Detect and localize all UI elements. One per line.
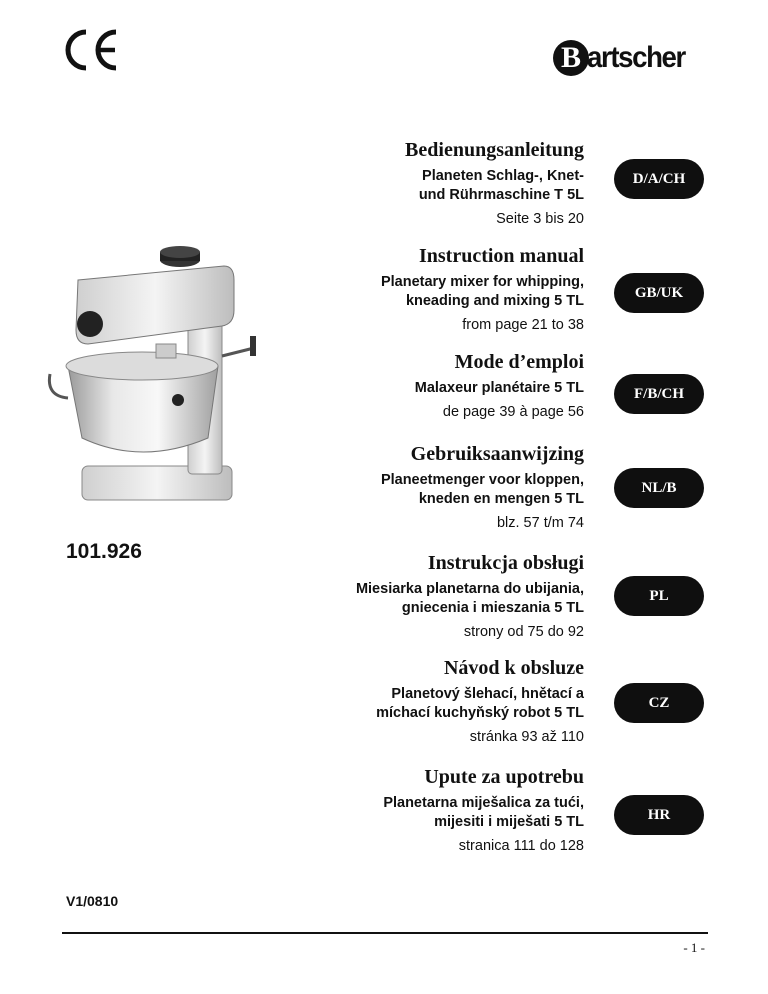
section-nl xyxy=(164,441,584,533)
language-badge-fr: F/B/CH xyxy=(614,374,704,414)
section-description-line-1: Malaxeur planétaire 5 TL xyxy=(414,380,584,396)
page-number: - 1 - xyxy=(683,940,705,955)
brand-logo-name: artscher xyxy=(587,41,685,74)
section-page-range: stránka 93 až 110 xyxy=(469,729,584,745)
section-title: Gebruiksaanwijzing xyxy=(410,443,584,465)
section-page-range: blz. 57 t/m 74 xyxy=(496,515,584,531)
language-badge-cz: CZ xyxy=(614,683,704,723)
section-hr xyxy=(164,764,584,856)
section-description-line-2: und Rührmaschine T 5L xyxy=(418,187,584,203)
section-title: Instruction manual xyxy=(418,245,584,267)
language-badge-pl: PL xyxy=(614,576,704,616)
section-title: Návod k obsluze xyxy=(443,657,584,679)
section-title: Instrukcja obsługi xyxy=(427,552,584,574)
section-description-line-2: gniecenia i mieszania 5 TL xyxy=(401,600,584,616)
section-gb xyxy=(164,243,584,335)
section-description-line-2: mijesiti i miješati 5 TL xyxy=(434,814,584,830)
article-number: 101.926 xyxy=(66,540,142,563)
language-badge-hr: HR xyxy=(614,795,704,835)
section-page-range: de page 39 à page 56 xyxy=(442,404,584,420)
section-description-line-1: Planeetmenger voor kloppen, xyxy=(380,472,584,488)
version-number: V1/0810 xyxy=(66,893,119,909)
section-description-line-2: kneading and mixing 5 TL xyxy=(405,293,584,309)
footer-divider xyxy=(62,932,708,934)
ce-mark-icon xyxy=(62,28,122,72)
section-page-range: Seite 3 bis 20 xyxy=(496,211,584,227)
section-cz xyxy=(164,655,584,747)
section-page-range: from page 21 to 38 xyxy=(462,317,584,333)
section-title: Mode d’emploi xyxy=(454,351,584,373)
section-description-line-2: míchací kuchyňský robot 5 TL xyxy=(376,705,584,721)
section-page-range: stranica 111 do 128 xyxy=(458,838,584,854)
section-description-line-2: kneden en mengen 5 TL xyxy=(418,491,584,507)
brand-logo xyxy=(553,36,693,80)
section-description-line-1: Planetarna miješalica za tući, xyxy=(383,795,584,811)
section-pl xyxy=(164,550,584,642)
section-description-line-1: Planetový šlehací, hnětací a xyxy=(391,686,584,702)
language-badge-de: D/A/CH xyxy=(614,159,704,199)
section-description-line-1: Planetary mixer for whipping, xyxy=(380,274,584,290)
section-title: Upute za upotrebu xyxy=(424,766,584,788)
section-description-line-1: Planeten Schlag-, Knet- xyxy=(422,168,584,184)
section-title: Bedienungsanleitung xyxy=(405,139,584,161)
section-fr xyxy=(164,349,584,422)
language-badge-nl: NL/B xyxy=(614,468,704,508)
section-description-line-1: Miesiarka planetarna do ubijania, xyxy=(355,581,584,597)
language-badge-gb: GB/UK xyxy=(614,273,704,313)
section-de xyxy=(164,137,584,229)
brand-logo-initial: B xyxy=(553,40,589,76)
section-page-range: strony od 75 do 92 xyxy=(463,624,584,640)
